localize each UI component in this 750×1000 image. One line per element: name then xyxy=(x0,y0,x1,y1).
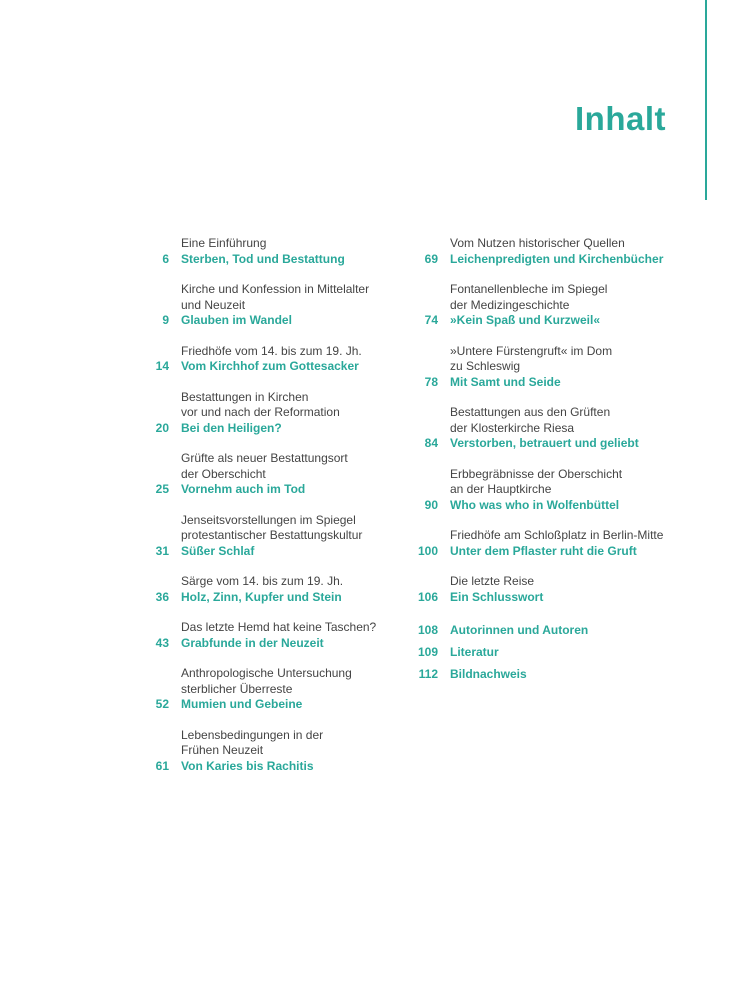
toc-entry-title[interactable]: Holz, Zinn, Kupfer und Stein xyxy=(181,589,342,604)
toc-entry-subtitle: protestantischer Bestattungskultur xyxy=(181,528,363,542)
toc-entry-subtitle: Friedhöfe vom 14. bis zum 19. Jh. xyxy=(181,343,362,358)
toc-entry-subtitle: Friedhöfe am Schloßplatz in Berlin-Mitte xyxy=(450,528,664,542)
toc-page-number: 69 xyxy=(424,251,438,266)
toc-appendix-entry[interactable] xyxy=(405,645,675,661)
toc-entry-subtitle: Fontanellenbleche im Spiegel xyxy=(450,282,608,296)
toc-entry-subtitle: Bestattungen in Kirchen xyxy=(181,389,309,404)
toc-entry-subtitle: Kirche und Konfession in Mittelalter xyxy=(181,282,370,296)
toc-entry[interactable] xyxy=(140,390,400,437)
accent-line xyxy=(705,0,707,200)
toc-entry-subtitle: Frühen Neuzeit xyxy=(181,743,264,757)
toc-entry-subtitle: sterblicher Überreste xyxy=(181,681,293,696)
toc-page-number: 20 xyxy=(155,420,169,435)
toc-entry-subtitle: Eine Einführung xyxy=(181,236,267,250)
toc-entry-subtitle: Lebensbedingungen in der xyxy=(181,727,324,742)
toc-entry[interactable] xyxy=(405,405,675,452)
toc-entry-title[interactable]: Glauben im Wandel xyxy=(181,313,292,327)
toc-page-number: 78 xyxy=(424,374,438,389)
toc-entry-subtitle: der Klosterkirche Riesa xyxy=(450,420,575,435)
toc-entry[interactable] xyxy=(405,282,675,329)
toc-page-number: 109 xyxy=(417,645,438,659)
toc-entry[interactable] xyxy=(140,574,400,605)
toc-column-right xyxy=(405,236,675,689)
toc-entry-subtitle: Erbbegräbnisse der Oberschicht xyxy=(450,466,623,481)
toc-page-number: 106 xyxy=(417,589,438,604)
toc-entry-title[interactable]: Süßer Schlaf xyxy=(181,543,255,558)
toc-entry-subtitle: Anthropologische Untersuchung xyxy=(181,666,352,680)
toc-appendix-entry[interactable] xyxy=(405,623,675,639)
toc-entry[interactable] xyxy=(405,467,675,514)
toc-entry-title[interactable]: Mit Samt und Seide xyxy=(450,374,561,389)
toc-entry-subtitle: Jenseitsvorstellungen im Spiegel xyxy=(181,512,356,527)
toc-page-number: 112 xyxy=(418,667,438,681)
toc-page-number: 90 xyxy=(424,497,438,512)
toc-page-number: 6 xyxy=(162,251,169,266)
toc-entry-title[interactable]: Sterben, Tod und Bestattung xyxy=(181,251,345,266)
toc-entry[interactable] xyxy=(140,513,400,560)
toc-entry-title[interactable]: »Kein Spaß und Kurzweil« xyxy=(450,313,601,327)
toc-entry[interactable] xyxy=(405,574,675,605)
toc-page-number: 100 xyxy=(417,543,438,558)
toc-entry-title[interactable]: Bildnachweis xyxy=(450,667,527,681)
toc-page-number: 108 xyxy=(417,623,438,637)
toc-page-number: 52 xyxy=(155,697,169,711)
toc-entry[interactable] xyxy=(140,344,400,375)
toc-entry[interactable] xyxy=(140,620,400,651)
toc-entry-subtitle: Das letzte Hemd hat keine Taschen? xyxy=(181,620,377,634)
toc-entry-title[interactable]: Grabfunde in der Neuzeit xyxy=(181,635,324,650)
toc-entry-title[interactable]: Vornehm auch im Tod xyxy=(181,482,306,496)
toc-entry-subtitle: Vom Nutzen historischer Quellen xyxy=(450,236,625,250)
toc-entry-subtitle: Särge vom 14. bis zum 19. Jh. xyxy=(181,574,344,588)
page-title: Inhalt xyxy=(575,100,666,137)
toc-entry-title[interactable]: Verstorben, betrauert und geliebt xyxy=(450,436,639,450)
toc-entry-title[interactable]: Literatur xyxy=(450,645,499,659)
toc-entry[interactable] xyxy=(140,282,400,329)
toc-entry[interactable] xyxy=(140,666,400,713)
toc-page-number: 31 xyxy=(155,543,169,558)
toc-entry-title[interactable]: Ein Schlusswort xyxy=(450,589,544,604)
toc-entry-subtitle: der Oberschicht xyxy=(181,466,266,481)
toc-page-number: 14 xyxy=(155,359,169,373)
toc-page-number: 43 xyxy=(155,635,169,650)
toc-entry-subtitle: Grüfte als neuer Bestattungsort xyxy=(181,451,348,465)
toc-entry-title[interactable]: Bei den Heiligen? xyxy=(181,420,282,435)
toc-entry-title[interactable]: Von Karies bis Rachitis xyxy=(181,758,314,773)
toc-page-number: 61 xyxy=(155,758,169,773)
toc-page-number: 74 xyxy=(424,313,438,327)
toc-entry-subtitle: und Neuzeit xyxy=(181,297,246,312)
toc-page-number: 36 xyxy=(155,589,169,604)
toc-appendix xyxy=(405,623,675,683)
toc-page-number: 9 xyxy=(162,313,169,327)
toc-entry-title[interactable]: Unter dem Pflaster ruht die Gruft xyxy=(450,543,637,558)
toc-entry[interactable] xyxy=(140,236,400,267)
toc-entry[interactable] xyxy=(405,344,675,391)
toc-page-number: 84 xyxy=(424,436,438,450)
toc-entry-title[interactable]: Who was who in Wolfenbüttel xyxy=(450,497,620,512)
toc-entry[interactable] xyxy=(405,528,675,559)
toc-entry-subtitle: »Untere Fürstengruft« im Dom xyxy=(450,343,613,358)
toc-entry[interactable] xyxy=(140,451,400,498)
toc-entry-subtitle: zu Schleswig xyxy=(450,359,521,373)
toc-entry-subtitle: vor und nach der Reformation xyxy=(181,405,340,419)
toc-column-left xyxy=(140,236,400,789)
toc-entry-subtitle: Die letzte Reise xyxy=(450,574,535,588)
toc-entry[interactable] xyxy=(140,728,400,775)
toc-entry-title[interactable]: Vom Kirchhof zum Gottesacker xyxy=(181,359,359,373)
toc-entry-title[interactable]: Leichenpredigten und Kirchenbücher xyxy=(450,251,664,266)
toc-entry-title[interactable]: Autorinnen und Autoren xyxy=(450,623,589,637)
toc-entry[interactable] xyxy=(405,236,675,267)
toc-entry-title[interactable]: Mumien und Gebeine xyxy=(181,697,303,711)
toc-page-number: 25 xyxy=(155,482,169,496)
toc-entry-subtitle: Bestattungen aus den Grüften xyxy=(450,405,611,419)
toc-appendix-entry[interactable] xyxy=(405,667,675,683)
toc-entry-subtitle: der Medizingeschichte xyxy=(450,297,570,312)
toc-entry-subtitle: an der Hauptkirche xyxy=(450,482,552,496)
